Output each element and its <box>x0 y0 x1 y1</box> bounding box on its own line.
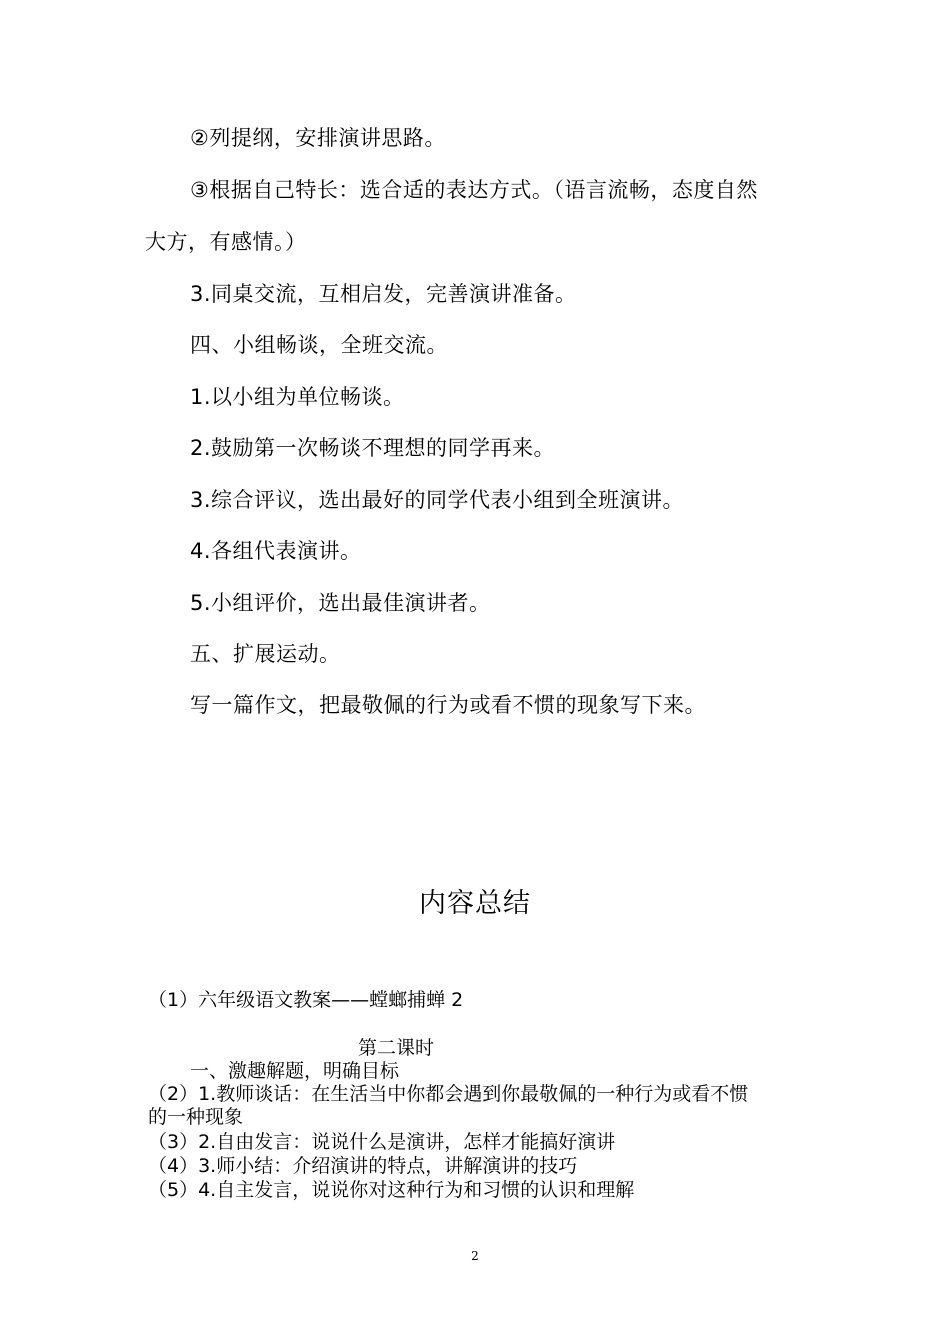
section-heading-four: 四、小组畅谈，全班交流。 <box>190 333 448 357</box>
paragraph-expression-step-cont: 大方，有感情。） <box>145 230 307 254</box>
section-heading-five: 五、扩展运动。 <box>190 642 341 666</box>
summary-item: 的一种现象 <box>148 1106 244 1128</box>
paragraph-group-speech: 4.各组代表演讲。 <box>190 539 362 563</box>
paragraph-expression-step: ③根据自己特长：选合适的表达方式。（语言流畅，态度自然 <box>190 178 758 202</box>
paragraph-group-talk: 1.以小组为单位畅谈。 <box>190 385 405 409</box>
summary-item: 一、激趣解题，明确目标 <box>190 1060 400 1082</box>
paragraph-encourage-retry: 2.鼓励第一次畅谈不理想的同学再来。 <box>190 436 556 460</box>
summary-item: （1）六年级语文教案——螳螂捕蝉 2 <box>148 989 464 1011</box>
summary-title: 内容总结 <box>419 888 531 919</box>
paragraph-group-review: 5.小组评价，选出最佳演讲者。 <box>190 591 491 615</box>
summary-item: （4）3.师小结：介绍演讲的特点，讲解演讲的技巧 <box>148 1155 578 1177</box>
page-number: 2 <box>471 1249 479 1263</box>
summary-item: 第二课时 <box>358 1037 435 1059</box>
paragraph-writing-task: 写一篇作文，把最敬佩的行为或看不惯的现象写下来。 <box>190 693 706 717</box>
paragraph-deskmate-exchange: 3.同桌交流，互相启发，完善演讲准备。 <box>190 282 577 306</box>
summary-item: （5）4.自主发言，说说你对这种行为和习惯的认识和理解 <box>148 1179 635 1201</box>
paragraph-outline-step: ②列提纲，安排演讲思路。 <box>190 126 446 150</box>
paragraph-evaluate-select: 3.综合评议，选出最好的同学代表小组到全班演讲。 <box>190 488 685 512</box>
summary-item: （2）1.教师谈话：在生活当中你都会遇到你最敬佩的一种行为或看不惯 <box>148 1083 749 1105</box>
summary-item: （3）2.自由发言：说说什么是演讲，怎样才能搞好演讲 <box>148 1131 616 1153</box>
